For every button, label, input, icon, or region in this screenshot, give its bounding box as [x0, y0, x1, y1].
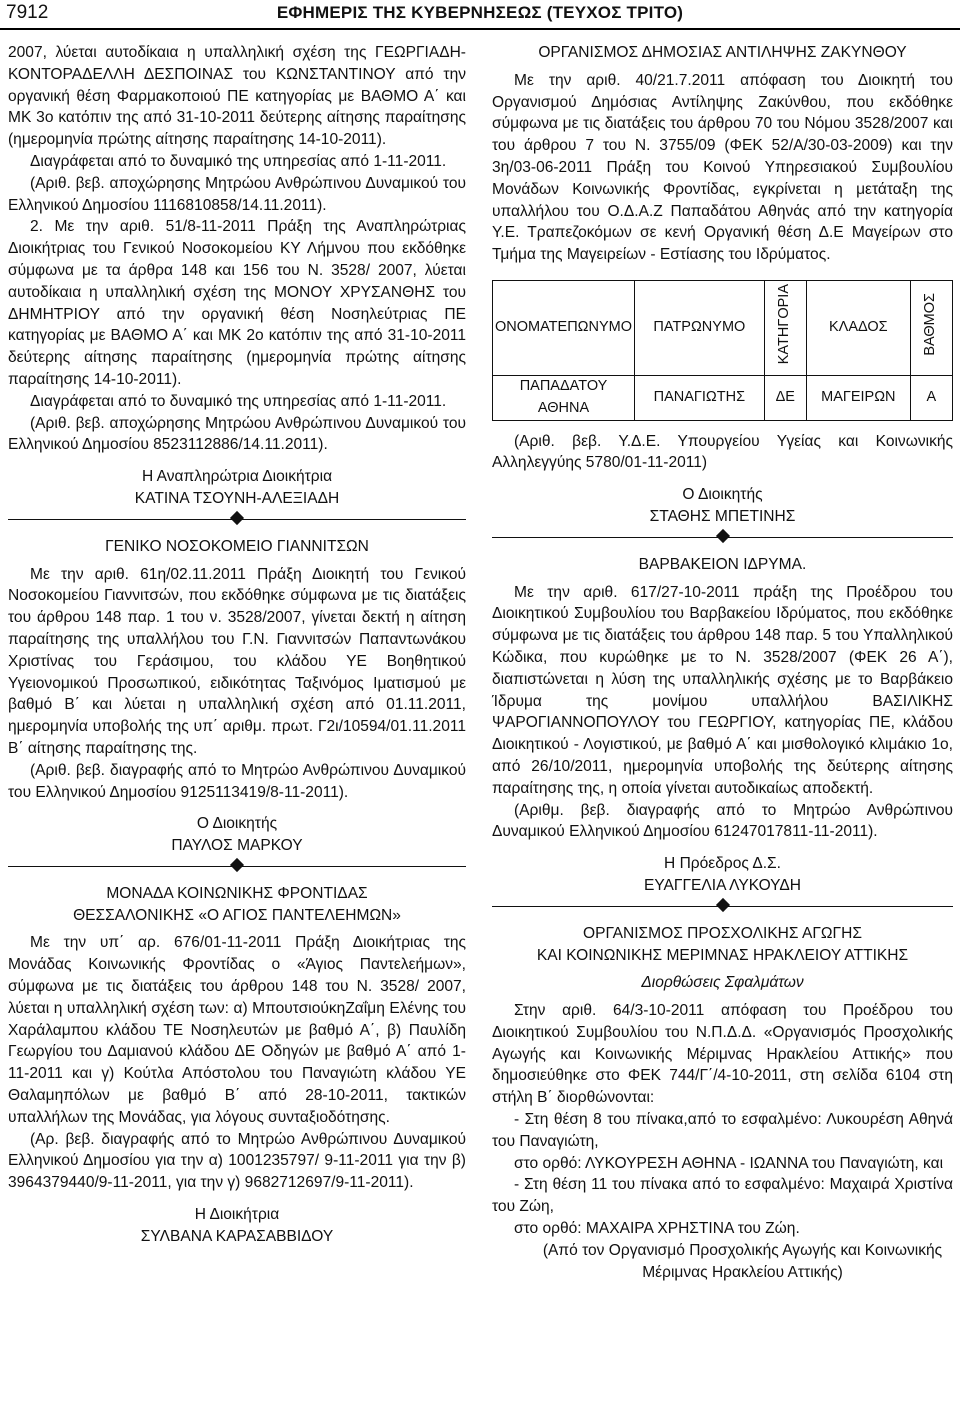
paragraph: 2007, λύεται αυτοδίκαια η υπαλληλική σχέση της ΓΕΩΡΓΙΑΔΗ-ΚΟΝΤΟΡΑΔΕΛΛΗ ΔΕΣΠΟΙΝΑΣ του ΚΩΝΣΤΑΝΤΙΝΟΥ από την οργανική θέση Φαρμακοποιού ΠΕ κατηγορίας με ΒΑΘΜΟ Α΄ και ΜΚ 3ο κατόπιν της από 31-10-2011 δεύτερης αίτησης παραίτησης (ημερομηνία πρώτης αίτησης παραίτησης 14-10-2011).: [8, 44, 466, 149]
table-header-cell: ΟΝΟΜΑΤΕΠΩΝΥΜΟ: [493, 280, 635, 375]
paragraph: στο ορθό: ΛΥΚΟΥΡΕΣΗ ΑΘΗΝΑ - ΙΩΑΝΝΑ του Παναγιώτη, και: [514, 1154, 944, 1172]
table-cell: ΠΑΝΑΓΙΩΤΗΣ: [635, 375, 765, 420]
paragraph: Με την αριθ. 61η/02.11.2011 Πράξη Διοικητή του Γενικού Νοσοκομείου Γιαννιτσών, που εκδόθηκε σύμφωνα με τις διατάξεις του άρθρου 148 παρ. 1 του ν. 3528/2007, γίνεται δεκτή η αίτηση παραίτησης της υπαλλήλου του Γ.Ν. Γιαννιτσών Παπαντωνάκου Χριστίνας του Γεράσιμου, του κλάδου ΥΕ Βοηθητικού Υγειονομικού Προσωπικού, ειδικότητας Ταξινόμος Ιματισμού με βαθμό Β΄ και λύεται η υπαλληλική σχέση από 01.11.2011, ημερομηνία υποβολής της υπ΄ αριθμ. πρωτ. Γ2ι/10594/01.11.2011 Β΄ αίτησης παραίτησης της.: [8, 565, 466, 757]
section-title: ΟΡΓΑΝΙΣΜΟΣ ΠΡΟΣΧΟΛΙΚΗΣ ΑΓΩΓΗΣ: [583, 924, 862, 942]
paragraph: - Στη θέση 8 του πίνακα,από το εσφαλμένο: Λυκουρέση Αθηνά του Παναγιώτη,: [492, 1111, 953, 1150]
gazette-title: ΕΦΗΜΕΡΙΣ ΤΗΣ ΚΥΒΕΡΝΗΣΕΩΣ (ΤΕΥΧΟΣ ΤΡΙΤΟ): [276, 3, 684, 22]
signature-name: ΚΑΤΙΝΑ ΤΣΟΥΝΗ-ΑΛΕΞΙΑΔΗ: [134, 489, 340, 507]
section-title: ΚΑΙ ΚΟΙΝΩΝΙΚΗΣ ΜΕΡΙΜΝΑΣ ΗΡΑΚΛΕΙΟΥ ΑΤΤΙΚΗΣ: [536, 946, 909, 964]
paragraph: Διαγράφεται από το δυναμικό της υπηρεσίας από 1-11-2011.: [30, 152, 447, 170]
left-column: [8, 42, 466, 1248]
page-number: 7912: [6, 2, 49, 23]
section-title: ΒΑΡΒΑΚΕΙΟΝ ΙΔΡΥΜΑ.: [638, 555, 807, 573]
table-cell: Α: [910, 375, 952, 420]
signature-role: Η Διοικήτρια: [194, 1206, 280, 1224]
paragraph: (Αριθ. βεβ. αποχώρησης Μητρώου Ανθρώπινου Δυναμικού του Ελληνικού Δημοσίου 1116810858/14.11.2011).: [8, 174, 466, 214]
table-row: [493, 375, 953, 420]
paragraph: 2. Με την αριθ. 51/8-11-2011 Πράξη της Αναπληρώτριας Διοικήτριας του Γενικού Νοσοκομείου ΚΥ Λήμνου που εκδόθηκε σύμφωνα με τα άρθρα 148 και 156 του Ν. 3528/ 2007, λύεται αυτοδίκαια η υπαλληλική σχέση της ΜΟΝΟΥ ΧΡΥΣΑΝΘΗΣ του ΔΗΜΗΤΡΙΟΥ από την οργανική θέση Νοσηλεύτριας ΠΕ κατηγορίας με ΒΑΘΜΟ Α΄ και ΜΚ 2ο κατόπιν της από 31-10-2011 δεύτερης αίτησης παραίτησης (ημερομηνία πρώτης αίτησης παραίτησης 14-10-2011).: [8, 218, 466, 388]
signature-role: Η Αναπληρώτρια Διοικήτρια: [141, 468, 333, 486]
signature-name: ΠΑΥΛΟΣ ΜΑΡΚΟΥ: [171, 837, 303, 855]
paragraph: (Αριθ. βεβ. αποχώρησης Μητρώου Ανθρώπινου Δυναμικού του Ελληνικού Δημοσίου 8523112886/14.11.2011).: [8, 414, 466, 454]
table-header-cell: ΠΑΤΡΩΝΥΜΟ: [635, 280, 765, 375]
section-divider: [8, 512, 466, 528]
diamond-ornament-icon: [230, 511, 244, 525]
paragraph: (Από τον Οργανισμό Προσχολικής Αγωγής και Κοινωνικής Μέριμνας Ηρακλείου Αττικής): [542, 1241, 943, 1281]
paragraph: Με την υπ΄ αρ. 676/01-11-2011 Πράξη Διοικήτριας της Μονάδας Κοινωνικής Φροντίδας ο «Άγιος Παντελεήμων», σύμφωνα με τις διατάξεις του άρθρου 148 του Ν. 3528/ 2007, λύεται η υπαλληλική σχέση των: α) ΜπουτσιούκηΖαΐμη Ελένης του Χαράλαμπου κλάδου ΤΕ Νοσηλευτών με βαθμό Α΄, β) Παυλίδη Γεωργίου του Δαμιανού κλάδου ΔΕ Οδηγών με βαθμό Α΄ από 1-11-2011 και γ) Κούτλα Απόστολου του Παναγιώτη κλάδου ΥΕ Θαλαμηπόλων με βαθμό Β΄ από 28-10-2011, τακτικών υπαλλήλων της Μονάδας, για λόγους συνταξιοδότησης.: [8, 934, 466, 1126]
paragraph: (Αρ. βεβ. διαγραφής από το Μητρώο Ανθρώπινου Δυναμικού Ελληνικού Δημοσίου για την α) 1001235797/ 9-11-2011 για την β) 3964379440/9-11-2011, για την γ) 9682712697/9-11-2011).: [8, 1130, 466, 1192]
table-cell: ΜΑΓΕΙΡΩΝ: [806, 375, 910, 420]
signature-role: Η Πρόεδρος Δ.Σ.: [664, 855, 781, 873]
diamond-ornament-icon: [715, 529, 729, 543]
paragraph: (Αριθ. βεβ. διαγραφής από το Μητρώο Ανθρώπινου Δυναμικού του Ελληνικού Δημοσίου 9125113419/8-11-2011).: [8, 761, 466, 801]
right-column: [492, 42, 953, 1283]
table-header-cell: ΚΛΑΔΟΣ: [806, 280, 910, 375]
section-title: ΟΡΓΑΝΙΣΜΟΣ ΔΗΜΟΣΙΑΣ ΑΝΤΙΛΗΨΗΣ ΖΑΚΥΝΘΟΥ: [538, 44, 907, 61]
table-header-cell: ΒΑΘΜΟΣ: [910, 280, 952, 375]
section-divider: [492, 899, 953, 915]
page-header: [0, 0, 960, 30]
paragraph: (Αριθ. βεβ. Υ.Δ.Ε. Υπουργείου Υγείας και Κοινωνικής Αλληλεγγύης 5780/01-11-2011): [492, 432, 953, 472]
paragraph: στο ορθό: ΜΑΧΑΙΡΑ ΧΡΗΣΤΙΝΑ του Ζώη.: [514, 1220, 800, 1238]
paragraph: Με την αριθ. 617/27-10-2011 πράξη της Προέδρου του Διοικητικού Συμβουλίου του Βαρβακείου Ιδρύματος, που εκδόθηκε σύμφωνα με τις διατάξεις του άρθρου 148 παρ. 5 του Υπαλληλικού Κώδικα, που κυρώθηκε με το Ν. 3528/2007 (ΦΕΚ 26 Α΄), διαπιστώνεται η λύση της υπαλληλικής σχέσης με το Βαρβάκειο Ίδρυμα της μονίμου υπαλλήλου ΒΑΣΙΛΙΚΗΣ ΨΑΡΟΓΙΑΝΝΟΠΟΥΛΟΥ του ΓΕΩΡΓΙΟΥ, κατηγορίας ΠΕ, κλάδου Διοικητικού - Λογιστικού, με βαθμό Α΄ και μισθολογικό κλιμάκιο 1ο, από 26/10/2011, ημερομηνία υποβολής της δεύτερης αίτησης παραίτησης της, η οποία γίνεται αυτοδικαίως αποδεκτή.: [492, 583, 953, 797]
table-header-cell: ΚΑΤΗΓΟΡΙΑ: [764, 280, 806, 375]
section-subtitle: Διορθώσεις Σφαλμάτων: [641, 974, 804, 992]
appointment-table: [492, 280, 953, 421]
signature-role: Ο Διοικητής: [196, 815, 278, 833]
signature-name: ΣΤΑΘΗΣ ΜΠΕΤΙΝΗΣ: [649, 507, 796, 525]
paragraph: (Αριθμ. βεβ. διαγραφής από το Μητρώο Ανθρώπινου Δυναμικού Ελληνικού Δημοσίου 61247017811-11-2011).: [492, 801, 953, 841]
signature-name: ΣΥΛΒΑΝΑ ΚΑΡΑΣΑΒΒΙΔΟΥ: [140, 1227, 334, 1245]
section-divider: [492, 530, 953, 546]
table-cell: ΠΑΠΑΔΑΤΟΥ ΑΘΗΝΑ: [493, 375, 635, 420]
paragraph: - Στη θέση 11 του πίνακα από το εσφαλμένο: Μαχαιρά Χριστίνα του Ζώη,: [492, 1176, 953, 1216]
section-title: ΓΕΝΙΚΟ ΝΟΣΟΚΟΜΕΙΟ ΓΙΑΝΝΙΤΣΩΝ: [105, 537, 369, 555]
paragraph: Με την αριθ. 40/21.7.2011 απόφαση του Διοικητή του Οργανισμού Δημόσιας Αντίληψης Ζακύνθου, που εκδόθηκε σύμφωνα με τις διατάξεις του άρθρου 70 του Νόμου 3528/2007 και του άρθρου 7 του Ν. 3755/09 (ΦΕΚ 52/Α/30-03-2009) και την 3η/03-06-2011 Πράξη του Κοινού Υπηρεσιακού Συμβουλίου Μονάδων Κοινωνικής Φροντίδας, εγκρίνεται η μετάταξη της υπαλλήλου του Ο.Δ.Α.Ζ Παπαδάτου Αθηνάς από την κατηγορία Υ.Ε. Τραπεζοκόμων σε κενή Οργανική θέση Δ.Ε Μαγείρων στο Τμήμα της Μαγειρείων - Εστίασης του Ιδρύματος.: [492, 71, 953, 264]
table-header-row: [493, 280, 953, 375]
diamond-ornament-icon: [715, 898, 729, 912]
section-divider: [8, 859, 466, 875]
signature-name: ΕΥΑΓΓΕΛΙΑ ΛΥΚΟΥΔΗ: [643, 876, 802, 894]
section-title: ΜΟΝΑΔΑ ΚΟΙΝΩΝΙΚΗΣ ΦΡΟΝΤΙΔΑΣ: [106, 884, 368, 902]
paragraph: Στην αριθ. 64/3-10-2011 απόφαση του Προέδρου του Διοικητικού Συμβουλίου του Ν.Π.Δ.Δ. «Οργανισμός Προσχολικής Αγωγής και Κοινωνικής Μέριμνας Ηρακλείου Αττικής» που δημοσιεύθηκε στο ΦΕΚ 744/Γ΄/4-10-2011, στη σελίδα 6104 στη στήλη Β΄ διορθώνονται:: [492, 1002, 953, 1107]
diamond-ornament-icon: [230, 858, 244, 872]
signature-role: Ο Διοικητής: [682, 486, 763, 504]
paragraph: Διαγράφεται από το δυναμικό της υπηρεσίας από 1-11-2011.: [30, 392, 447, 410]
section-title: ΘΕΣΣΑΛΟΝΙΚΗΣ «Ο ΑΓΙΟΣ ΠΑΝΤΕΛΕΗΜΩΝ»: [73, 906, 401, 924]
table-cell: ΔΕ: [764, 375, 806, 420]
